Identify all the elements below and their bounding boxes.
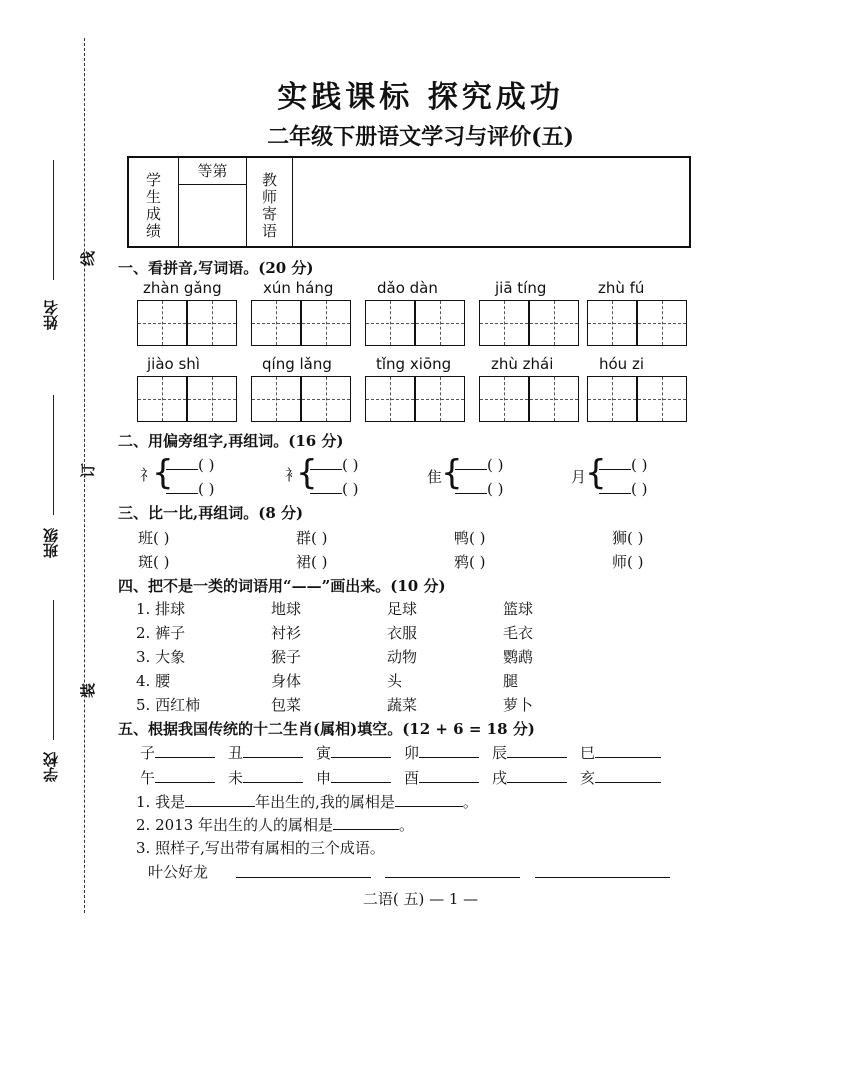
zodiac-item[interactable]: 戌 [492,767,567,788]
tianzi-box[interactable] [415,300,465,346]
question-3: 3. 照样子,写出带有属相的三个成语。 [136,839,385,857]
word-item[interactable]: 衬衫 [271,624,302,642]
question-2[interactable]: 2. 2013 年出生的人的属相是 。 [136,816,415,834]
word-item[interactable]: 3. 大象 [136,648,186,666]
section-1-title: 一、看拼音,写词语。(20 分) [118,259,314,277]
brace-2: { [296,453,318,493]
compare-item[interactable]: 班( ) [138,529,170,547]
fill-item[interactable]: ( ) [599,456,647,474]
page-footer: 二语( 五) — 1 — [362,890,479,908]
tianzi-box[interactable] [587,376,637,422]
score-table [127,156,691,248]
word-item[interactable]: 包菜 [271,696,302,714]
word-item[interactable]: 衣服 [387,624,418,642]
compare-item[interactable]: 群( ) [296,529,328,547]
grade-input[interactable] [179,185,246,245]
compare-item[interactable]: 鸦( ) [454,553,486,571]
fill-item[interactable]: ( ) [599,480,647,498]
word-item[interactable]: 萝卜 [503,696,534,714]
example-idiom: 叶公好龙 [148,863,209,881]
compare-item[interactable]: 斑( ) [138,553,170,571]
radical-4: 月 [571,468,587,486]
word-item[interactable]: 地球 [271,600,302,618]
school-label: 学校 [42,752,60,782]
brace-1: { [152,453,174,493]
idiom-blank-2[interactable] [385,877,520,878]
zodiac-item[interactable]: 亥 [580,767,661,788]
zodiac-item[interactable]: 丑 [228,742,303,763]
word-item[interactable]: 篮球 [503,600,534,618]
class-line [53,395,54,515]
zodiac-item[interactable]: 寅 [316,742,391,763]
word-item[interactable]: 头 [387,672,403,690]
word-item[interactable]: 2. 裤子 [136,624,186,642]
page-title: 实践课标 探究成功 [277,80,564,115]
compare-item[interactable]: 裙( ) [296,553,328,571]
score-label-cell [129,158,179,246]
comment-label: 教师寄语 [261,171,277,240]
radical-2: 衤 [285,466,301,484]
zodiac-item[interactable]: 酉 [404,767,479,788]
tianzi-box[interactable] [137,376,187,422]
score-label: 学生成绩 [145,171,161,240]
zodiac-item[interactable]: 卯 [404,742,479,763]
question-1[interactable]: 1. 我是 年出生的,我的属相是 。 [136,793,478,811]
fill-item[interactable]: ( ) [310,480,358,498]
tianzi-box[interactable] [187,300,237,346]
binding-zhuang-char: 装 [79,682,98,699]
word-item[interactable]: 鹦鹉 [503,648,534,666]
compare-item[interactable]: 师( ) [612,553,644,571]
pinyin-8: tǐng xiōng [376,355,452,373]
name-label: 姓名 [42,300,60,330]
brace-3: { [441,453,463,493]
fill-item[interactable]: ( ) [455,456,503,474]
tianzi-box[interactable] [251,300,301,346]
pinyin-9: zhù zhái [491,355,554,373]
binding-ding-char: 订 [79,462,98,479]
school-line [53,600,54,740]
page-subtitle: 二年级下册语文学习与评价(五) [267,124,574,150]
name-line [53,160,54,280]
idiom-blank-3[interactable] [535,877,670,878]
section-4-title: 四、把不是一类的词语用“——”画出来。(10 分) [118,577,446,595]
grade-cell [179,158,247,246]
comment-label-cell [247,158,293,246]
fill-item[interactable]: ( ) [166,480,214,498]
tianzi-box[interactable] [529,300,579,346]
zodiac-item[interactable]: 巳 [580,742,661,763]
pinyin-7: qíng lǎng [262,355,332,373]
radical-3: 隹 [427,468,443,486]
pinyin-3: dǎo dàn [377,279,438,297]
word-item[interactable]: 4. 腰 [136,672,171,690]
pinyin-6: jiào shì [147,355,200,373]
word-item[interactable]: 腿 [503,672,519,690]
zodiac-item[interactable]: 辰 [492,742,567,763]
tianzi-box[interactable] [479,300,529,346]
word-item[interactable]: 动物 [387,648,418,666]
binding-line-char: 线 [79,250,98,267]
word-item[interactable]: 1. 排球 [136,600,186,618]
tianzi-box[interactable] [137,300,187,346]
section-5-title: 五、根据我国传统的十二生肖(属相)填空。(12 + 6 = 18 分) [118,720,535,738]
tianzi-box[interactable] [479,376,529,422]
radical-1: 礻 [140,466,156,484]
word-item[interactable]: 毛衣 [503,624,534,642]
zodiac-item[interactable]: 未 [228,767,303,788]
zodiac-item[interactable]: 子 [140,742,215,763]
compare-item[interactable]: 狮( ) [612,529,644,547]
tianzi-box[interactable] [301,300,351,346]
comment-input[interactable] [293,158,689,246]
fill-item[interactable]: ( ) [455,480,503,498]
pinyin-10: hóu zi [599,355,644,373]
grade-label: 等第 [179,158,246,185]
section-3-title: 三、比一比,再组词。(8 分) [118,504,304,522]
tianzi-box[interactable] [301,376,351,422]
fill-item[interactable]: ( ) [166,456,214,474]
section-2-title: 二、用偏旁组字,再组词。(16 分) [118,432,344,450]
fill-item[interactable]: ( ) [310,456,358,474]
pinyin-1: zhàn gǎng [143,279,222,297]
pinyin-4: jiā tíng [495,279,547,297]
tianzi-box[interactable] [415,376,465,422]
tianzi-box[interactable] [637,376,687,422]
word-item[interactable]: 5. 西红柿 [136,696,201,714]
tianzi-box[interactable] [529,376,579,422]
zodiac-item[interactable]: 申 [316,767,391,788]
tianzi-box[interactable] [187,376,237,422]
word-item[interactable]: 猴子 [271,648,302,666]
tianzi-box[interactable] [365,300,415,346]
zodiac-item[interactable]: 午 [140,767,215,788]
word-item[interactable]: 蔬菜 [387,696,418,714]
idiom-blank-1[interactable] [236,877,371,878]
pinyin-5: zhù fú [598,279,645,297]
word-item[interactable]: 足球 [387,600,418,618]
word-item[interactable]: 身体 [271,672,302,690]
tianzi-box[interactable] [587,300,637,346]
tianzi-box[interactable] [637,300,687,346]
class-label: 班级 [42,528,60,558]
pinyin-2: xún háng [263,279,334,297]
brace-4: { [585,453,607,493]
tianzi-box[interactable] [365,376,415,422]
compare-item[interactable]: 鸭( ) [454,529,486,547]
tianzi-box[interactable] [251,376,301,422]
